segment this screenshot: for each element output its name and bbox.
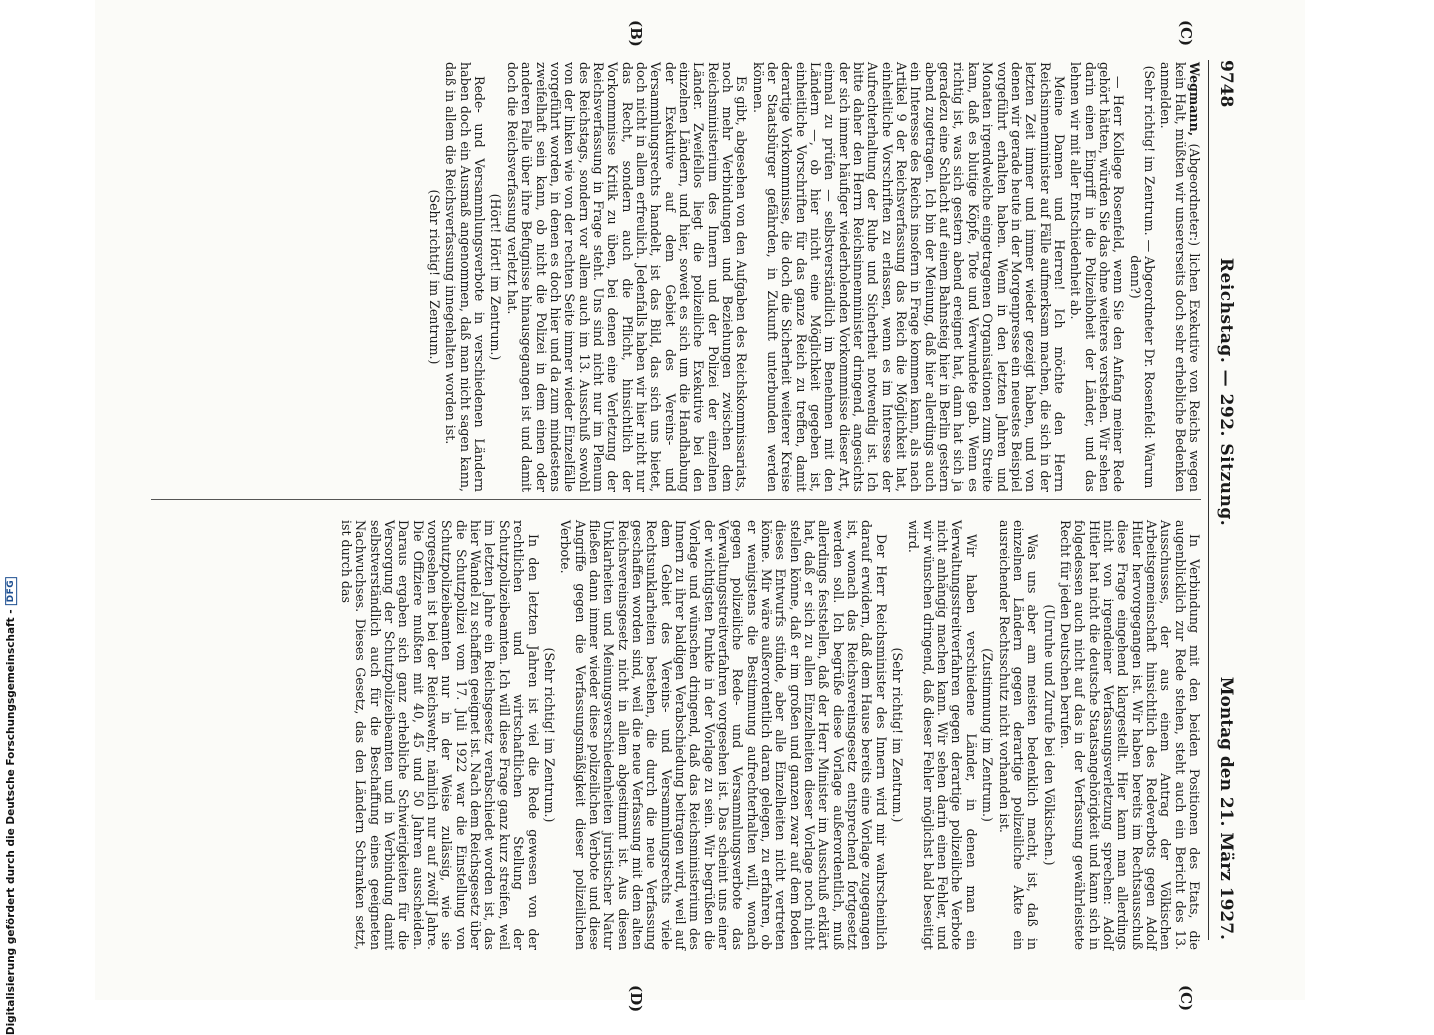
paragraph: In Verbindung mit den beiden Positionen des Etats, die augenblicklich zur Rede stehen, steht auch ein Bericht des 13. Ausschusses, der aus einem Antrag der Völkischen Arbeitsgemeinschaft hinsichtlich des Redeverbots gegen Adolf Hitler hervorgegangen ist. Wir haben bereits im Rechtsausschuß diese Frage eingehend klargestellt. Hier kann man allerdings nicht von irgendeiner Verfassungsverletzung sprechen: Adolf Hitler hat nicht die deutsche Staatsangehörigkeit und kann sich in folgedessen auch nicht auf das in der Verfassung gewährleistete Recht für jeden Deutschen berufen.: [1057, 520, 1202, 950]
paragraph: Rede- und Versammlungsverbote in verschiedenen Ländern haben doch ein Ausmaß angenommen, daß man nicht sagen kann, daß in allem die Reichsverfassung innegehalten worden ist.: [443, 62, 488, 492]
margin-mark-d: (D): [627, 985, 645, 1013]
right-column: [337, 520, 1201, 950]
interjection: (Sehr richtig! im Zentrum.): [890, 647, 906, 823]
speaker-line: Wegmann, (Abgeordneter:) lichen Exekutive von Reichs wegen kein Halt, müßten wir unsererseits doch sehr erhebliche Bedenken anmelden.: [1158, 62, 1202, 493]
paragraph: lichen Exekutive von Reichs wegen kein Halt, müßten wir unsererseits doch sehr erhebliche Bedenken anmelden.: [1158, 62, 1202, 493]
newspaper-page: [95, 0, 1305, 1013]
column-divider: [151, 499, 1201, 500]
margin-mark-b: (B): [627, 20, 645, 47]
speaker-name: Wegmann,: [1187, 62, 1202, 137]
interjection: (Sehr richtig! im Zentrum.): [427, 189, 443, 365]
session-date: Montag den 21. März 1927.: [1216, 676, 1236, 940]
interjection: (Hört! Hört! im Zentrum.): [488, 193, 504, 361]
digitization-credit: [0, 0, 22, 1035]
interjection: (Sehr richtig! im Zentrum.): [541, 647, 557, 823]
running-head: [1208, 60, 1243, 940]
paragraph: Es gibt, abgesehen von den Aufgaben des Reichskommissariats, noch mehr Verbindungen und Beziehungen zwischen dem Reichsministerium des Innern und der Polizei der einzelnen Länder. Zweifellos liegt die polizeiliche Exekutive bei den einzelnen Ländern, und hier, soweit es sich um die Handhabung der Exekutive auf dem Gebiet des Vereins- und Versammlungsrechts handelt, ist das Bild, das sich uns bietet, doch nicht in allem erfreulich. Jedenfalls haben wir hier nicht nur das Recht, sondern auch die Pflicht, hinsichtlich der Vorkommnisse Kritik zu üben, bei denen eine Verletzung der Reichsverfassung in Frage steht. Uns sind nicht nur im Plenum des Reichstags, sondern vor allem auch im 13. Ausschuß sowohl von der linken wie von der rechten Seite immer wieder Einzelfälle vorgeführt worden, in denen es doch hier und da zum mindestens zweifelhaft sein kann, ob nicht die Polizei in dem einen oder anderen Falle über ihre Befugnisse hinausgegangen ist und damit doch die Reichsverfassung verletzt hat.: [504, 62, 750, 492]
dfg-logo: DFG: [5, 577, 17, 606]
session-title: Reichstag. — 292. Sitzung.: [1216, 257, 1236, 527]
credit-text: Digitalisierung gefördert durch die Deutsche Forschungsgemeinschaft -: [5, 609, 18, 1035]
left-column: [425, 62, 1201, 492]
interjection: (Sehr richtig! im Zentrum. — Abgeordneter Dr. Rosenfeld: Warum denn?): [1127, 65, 1157, 489]
paragraph: Wir haben verschiedene Länder, in denen man ein Verwaltungsstreitverfahren gegen derartige polizeiliche Verbote nicht anhängig machen kann. Wir sehen darin einen Fehler, und wir wünschen dringend, daß dieser Fehler möglichst bald beseitigt wird.: [906, 520, 979, 950]
speaker-role: Abgeordneter:: [1187, 148, 1202, 242]
margin-mark-c: (C): [1177, 985, 1195, 1012]
paragraph: Meine Damen und Herren! Ich möchte den Herrn Reichsinnenminister auf Fälle aufmerksam machen, die sich in der letzten Zeit immer und immer wieder gezeigt haben, und von denen wir gerade heute in der Morgenpresse ein neuestes Beispiel vorgeführt erhalten haben. Wenn in den letzten Jahren und Monaten irgendwelche eingetragenen Organisationen zum Streite kam, daß es blutige Köpfe, Tote und Verwundete gab. Wenn es richtig ist, was sich gestern abend ereignet hat, dann hat sich ja geradezu eine Schlacht auf einem Bahnsteig hier in Berlin gestern abend zugetragen. Ich bin der Meinung, daß hier allerdings auch ein Interesse des Reichs insofern in Frage kommen kann, als nach Artikel 9 der Reichsverfassung das Reich die Möglichkeit hat, einheitliche Vorschriften zu erlassen, wenn es im Interesse der Aufrechterhaltung der Ruhe und Sicherheit notwendig ist. Ich bitte daher den Herrn Reichsinnenminister dringend, angesichts der sich immer häufiger wiederholenden Vorkommnisse dieser Art, einmal zu prüfen — selbstverständlich im Benehmen mit den Ländern —, ob hier nicht eine Möglichkeit gegeben ist, einheitliche Vorschriften für das ganze Reich zu treffen, damit derartige Vorkommnisse, die doch die Sicherheit weiterer Kreise der Staatsbürger gefährden, in Zukunft unterbunden werden können.: [750, 62, 1067, 492]
interjection: (Unruhe und Zurufe bei den Völkischen.): [1041, 604, 1057, 866]
paragraph: In den letzten Jahren ist viel die Rede gewesen von der rechtlichen und wirtschaftlichen Stellung der Schutzpolizeibeamten. Ich will diese Frage ganz kurz streifen, weil im letzten Jahre ein Reichsgesetz verabschiedet worden ist, das hier Wandel zu schaffen geeignet ist. Nach dem Reichsgesetz über die Schutzpolizei vom 17. Juli 1922 war die Einstellung von Schutzpolizeibeamten nur in der Weise zulässig, wie sie vorgesehen ist bei der Reichswehr, nämlich nur auf zwölf Jahre. Die Offiziere mußten mit 40, 45 und 50 Jahren ausscheiden. Daraus ergaben sich ganz erhebliche Schwierigkeiten für die Versorgung der Schutzpolizeibeamten und in Verbindung damit selbstverständlich auch für die Beschaffung eines geeigneten Nachwuchses. Dieses Gesetz, das den Ländern Schranken setzt, ist durch das: [339, 520, 541, 950]
interjection: (Zustimmung im Zentrum.): [980, 648, 996, 822]
page-number: 9748: [1216, 60, 1236, 108]
paragraph: Der Herr Reichsminister des Innern wird mir wahrscheinlich darauf erwidern, daß dem Hause bereits eine Vorlage zugegangen ist, wonach das Reichsvereinsgesetz entsprechend fortgesetzt werden soll. Ich begrüße diese Vorlage außerordentlich, muß allerdings feststellen, daß der Herr Minister im Ausschuß erklärt hat, daß er sich zu allen Einzelheiten dieser Vorlage noch nicht stellen könne, daß er im großen und ganzen zwar auf dem Boden dieses Entwurfs stünde, aber alle Einzelheiten nicht vertreten könne. Mir wäre außerordentlich daran gelegen, zu erfahren, ob er wenigstens die Bestimmung aufrechterhalten will, wonach gegen polizeiliche Rede- und Versammlungsverbote das Verwaltungsstreitverfahren vorgesehen ist. Das scheint uns einer der wichtigsten Punkte in der Vorlage zu sein. Wir begrüßen die Vorlage und wünschen dringend, daß das Reichsministerium des Innern zu ihrer baldigen Verabschiedung beitragen wird, weil auf dem Gebiet des Vereins- und Versammlungsrechts viele Rechtsunklarheiten bestehen, die durch die neue Verfassung geschaffen worden sind, weil die neue Verfassung mit dem alten Reichsvereinsgesetz nicht in allem abgestimmt ist. Aus diesen Unklarheiten und Meinungsverschiedenheiten juristischer Natur fließen dann immer wieder diese polizeilichen Verbote und diese Angriffe gegen die Verfassungsmäßigkeit dieser polizeilichen Verbote.: [558, 520, 889, 950]
margin-mark-c-left: (C): [1177, 20, 1195, 47]
paragraph: — Herr Kollege Rosenfeld, wenn Sie den Anfang meiner Rede gehört hätten, würden Sie das ohne weiteres verstehen. Wir sehen darin einen Eingriff in die Polizeihoheit der Länder, und das lehnen wir mit aller Entschiedenheit ab.: [1068, 62, 1127, 492]
paragraph: Was uns aber am meisten bedenklich macht, ist, daß in einzelnen Ländern gegen derartige polizeiliche Akte ein ausreichender Rechtsschutz nicht vorhanden ist.: [996, 520, 1041, 950]
